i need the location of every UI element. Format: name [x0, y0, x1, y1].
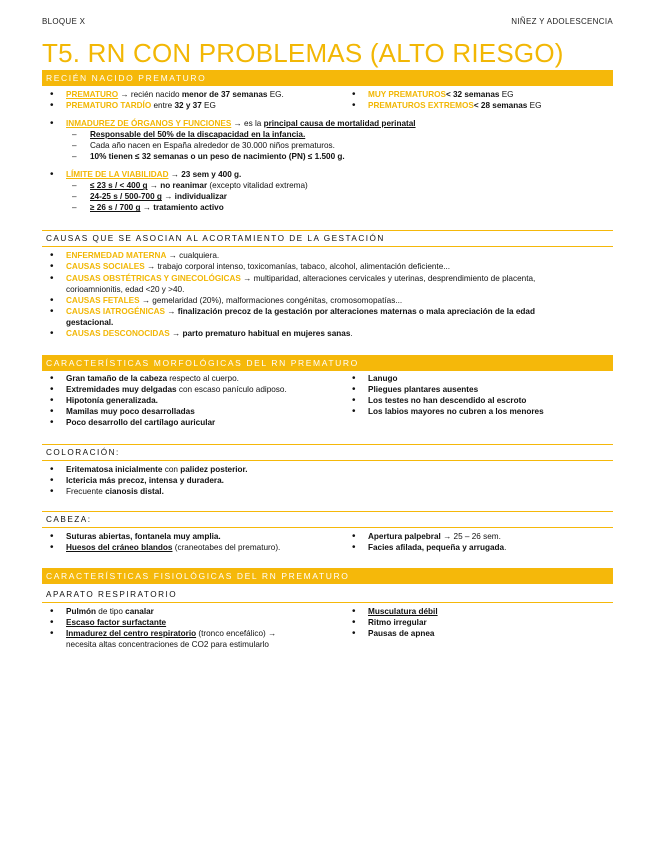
- section-causas: [42, 230, 613, 339]
- list-subitem: – 10% tienen ≤ 32 semanas o un peso de nacimiento (PN) ≤ 1.500 g.: [42, 151, 613, 162]
- list-item: • PREMATURO → recién nacido menor de 37 semanas EG.: [42, 89, 344, 100]
- list-left: [42, 531, 344, 553]
- list-item: • LÍMITE DE LA VIABILIDAD → 23 sem y 400 g.: [42, 169, 613, 180]
- two-columns: [42, 373, 613, 428]
- section-heading: RECIÉN NACIDO PREMATURO: [42, 70, 613, 86]
- section-heading: CABEZA:: [42, 511, 613, 528]
- section-heading: CAUSAS QUE SE ASOCIAN AL ACORTAMIENTO DE LA GESTACIÓN: [42, 230, 613, 247]
- list-inmadurez: [42, 118, 613, 162]
- section-coloracion: [42, 444, 613, 497]
- list-right: [344, 531, 613, 553]
- subsection-heading: APARATO RESPIRATORIO: [42, 587, 613, 603]
- list-item: • ENFERMEDAD MATERNA → cualquiera.: [42, 250, 613, 261]
- list-coloracion: [42, 464, 613, 497]
- section-heading: CARACTERÍSTICAS MORFOLÓGICAS DEL RN PREMATURO: [42, 355, 613, 371]
- list-item: • Lanugo: [344, 373, 613, 384]
- list-item: • CAUSAS SOCIALES → trabajo corporal intenso, toxicomanías, tabaco, alcohol, alimentación deficiente...: [42, 261, 613, 272]
- list-item: • CAUSAS FETALES → gemelaridad (20%), malformaciones congénitas, cromosomopatías...: [42, 295, 613, 306]
- list-item: • Pliegues plantares ausentes: [344, 384, 613, 395]
- list-subitem: – Responsable del 50% de la discapacidad en la infancia.: [42, 129, 613, 140]
- list-item: • Facies afilada, pequeña y arrugada.: [344, 542, 613, 553]
- two-columns: [42, 606, 613, 650]
- list-item: • Ritmo irregular: [344, 617, 613, 628]
- list-item: • Huesos del cráneo blandos (craneotabes del prematuro).: [42, 542, 344, 553]
- header-right: NIÑEZ Y ADOLESCENCIA: [511, 17, 613, 26]
- list-item: • Extremidades muy delgadas con escaso panículo adiposo.: [42, 384, 344, 395]
- list-item: • Ictericia más precoz, intensa y duradera.: [42, 475, 613, 486]
- list-limite: [42, 169, 613, 213]
- list-item: • Musculatura débil: [344, 606, 613, 617]
- list-item: • Mamilas muy poco desarrolladas: [42, 406, 344, 417]
- list-right: [344, 89, 613, 111]
- list-left: [42, 373, 344, 428]
- list-item: • PREMATURO TARDÍO entre 32 y 37 EG: [42, 100, 344, 111]
- list-left: [42, 89, 344, 111]
- list-subitem: – ≤ 23 s / < 400 g → no reanimar (excepto vitalidad extrema): [42, 180, 613, 191]
- list-item: • Hipotonía generalizada.: [42, 395, 344, 406]
- list-item: • Los testes no han descendido al escroto: [344, 395, 613, 406]
- page-title: T5. RN CON PROBLEMAS (ALTO RIESGO): [42, 37, 564, 68]
- list-item: • Eritematosa inicialmente con palidez posterior.: [42, 464, 613, 475]
- list-item: • Inmadurez del centro respiratorio (tronco encefálico) → necesita altas concentraciones de CO2 para estimularlo: [42, 628, 344, 650]
- section-heading: CARACTERÍSTICAS FISIOLÓGICAS DEL RN PREMATURO: [42, 568, 613, 584]
- two-columns: [42, 89, 613, 111]
- list-item: • PREMATUROS EXTREMOS< 28 semanas EG: [344, 100, 613, 111]
- list-item: • CAUSAS IATROGÉNICAS → finalización precoz de la gestación por alteraciones maternas o mala apreciación de la edad gestacional.: [42, 306, 613, 328]
- list-item: • Frecuente cianosis distal.: [42, 486, 613, 497]
- list-item: • Pulmón de tipo canalar: [42, 606, 344, 617]
- section-morfologicas: [42, 355, 613, 428]
- list-subitem: – ≥ 26 s / 700 g → tratamiento activo: [42, 202, 613, 213]
- list-item: • MUY PREMATUROS< 32 semanas EG: [344, 89, 613, 100]
- section-cabeza: [42, 511, 613, 553]
- list-item: • CAUSAS DESCONOCIDAS → parto prematuro habitual en mujeres sanas.: [42, 328, 613, 339]
- list-item: • Pausas de apnea: [344, 628, 613, 639]
- list-causas: [42, 250, 613, 339]
- list-item: • Los labios mayores no cubren a los menores: [344, 406, 613, 417]
- page-header: [42, 0, 613, 28]
- header-left: BLOQUE X: [42, 17, 86, 26]
- section-fisiologicas: [42, 568, 613, 650]
- section-premature: [42, 70, 613, 214]
- list-left: [42, 606, 344, 650]
- list-right: [344, 606, 613, 650]
- list-item: • Suturas abiertas, fontanela muy amplia.: [42, 531, 344, 542]
- list-item: • INMADUREZ DE ÓRGANOS Y FUNCIONES → es la principal causa de mortalidad perinatal: [42, 118, 613, 129]
- list-item: • Apertura palpebral → 25 – 26 sem.: [344, 531, 613, 542]
- list-subitem: – 24-25 s / 500-700 g → individualizar: [42, 191, 613, 202]
- list-item: • CAUSAS OBSTÉTRICAS Y GINECOLÓGICAS → multiparidad, alteraciones cervicales y uterinas, desprendimiento de placenta, corioamnionitis, edad <20 y >40.: [42, 273, 613, 295]
- two-columns: [42, 531, 613, 553]
- list-right: [344, 373, 613, 428]
- list-item: • Gran tamaño de la cabeza respecto al cuerpo.: [42, 373, 344, 384]
- list-subitem: – Cada año nacen en España alrededor de 30.000 niños prematuros.: [42, 140, 613, 151]
- list-item: • Poco desarrollo del cartílago auricular: [42, 417, 344, 428]
- list-item: • Escaso factor surfactante: [42, 617, 344, 628]
- section-heading: COLORACIÓN:: [42, 444, 613, 461]
